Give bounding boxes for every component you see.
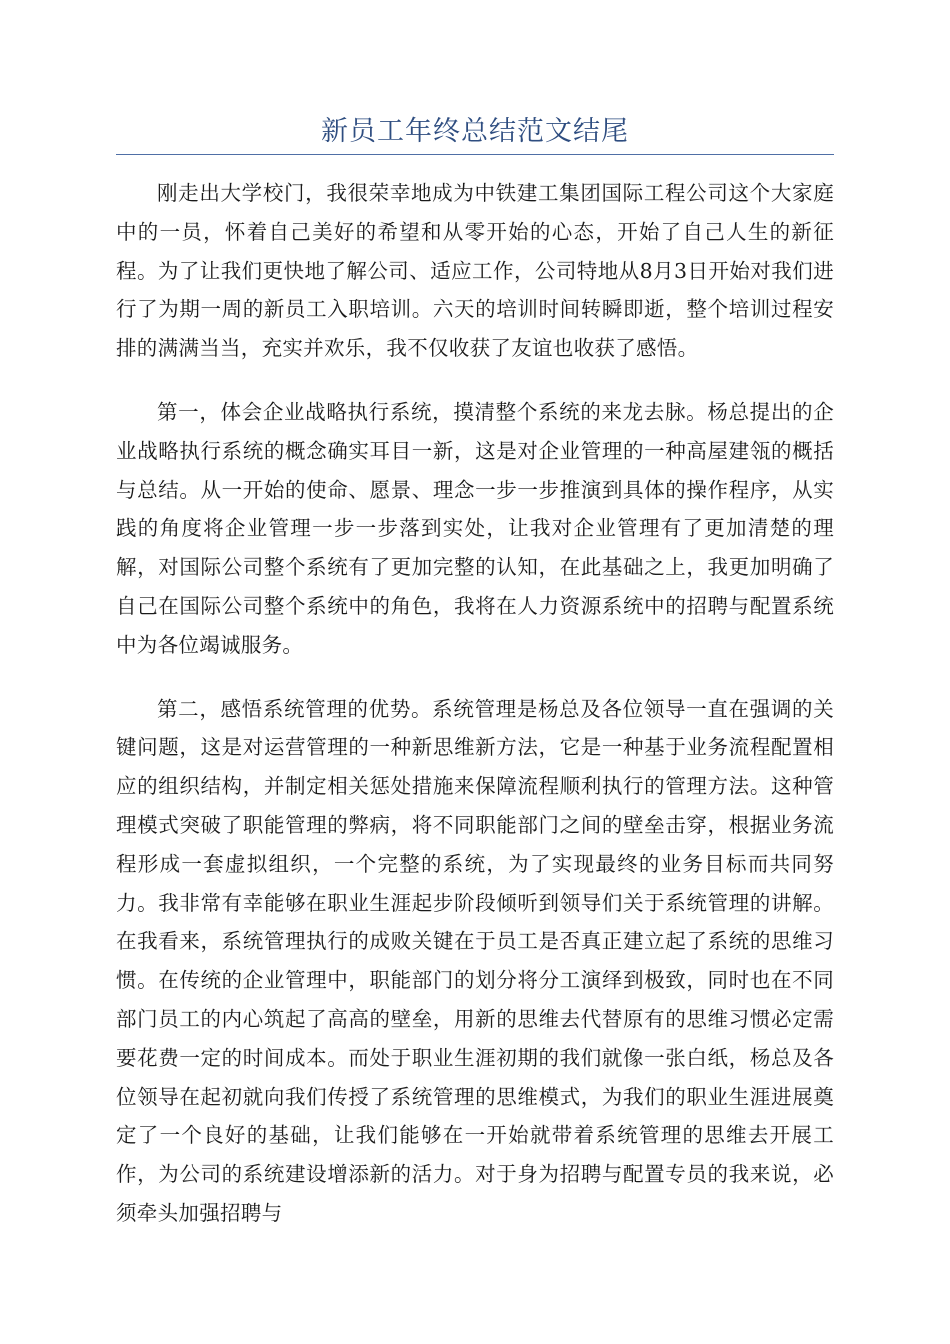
- paragraph-second-point: 第二，感悟系统管理的优势。系统管理是杨总及各位领导一直在强调的关键问题，这是对运营管理的一种新思维新方法，它是一种基于业务流程配置相应的组织结构，并制定相关惩处措施来保障流程顺利执行的管理方法。这种管理模式突破了职能管理的弊病，将不同职能部门之间的壁垒击穿，根据业务流程形成一套虚拟组织，一个完整的系统，为了实现最终的业务目标而共同努力。我非常有幸能够在职业生涯起步阶段倾听到领导们关于系统管理的讲解。在我看来，系统管理执行的成败关键在于员工是否真正建立起了系统的思维习惯。在传统的企业管理中，职能部门的划分将分工演绎到极致，同时也在不同部门员工的内心筑起了高高的壁垒，用新的思维去代替原有的思维习惯必定需要花费一定的时间成本。而处于职业生涯初期的我们就像一张白纸，杨总及各位领导在起初就向我们传授了系统管理的思维模式，为我们的职业生涯进展奠定了一个良好的基础，让我们能够在一开始就带着系统管理的思维去开展工作，为公司的系统建设增添新的活力。对于身为招聘与配置专员的我来说，必须牵头加强招聘与: [116, 696, 834, 1225]
- title-underline: [116, 154, 834, 155]
- paragraph-intro: 刚走出大学校门，我很荣幸地成为中铁建工集团国际工程公司这个大家庭中的一员，怀着自己美好的希望和从零开始的心态，开始了自己人生的新征程。为了让我们更快地了解公司、适应工作，公司特地从8月3日开始对我们进行了为期一周的新员工入职培训。六天的培训时间转瞬即逝，整个培训过程安排的满满当当，充实并欢乐，我不仅收获了友谊也收获了感悟。: [116, 181, 834, 361]
- document-title: 新员工年终总结范文结尾: [321, 116, 629, 147]
- paragraph-first-point: 第一，体会企业战略执行系统，摸清整个系统的来龙去脉。杨总提出的企业战略执行系统的概念确实耳目一新，这是对企业管理的一种高屋建瓴的概括与总结。从一开始的使命、愿景、理念一步一步推演到具体的操作程序，从实践的角度将企业管理一步一步落到实处，让我对企业管理有了更加清楚的理解，对国际公司整个系统有了更加完整的认知，在此基础之上，我更加明确了自己在国际公司整个系统中的角色，我将在人力资源系统中的招聘与配置系统中为各位竭诚服务。: [116, 399, 834, 657]
- document-body: [116, 174, 834, 1258]
